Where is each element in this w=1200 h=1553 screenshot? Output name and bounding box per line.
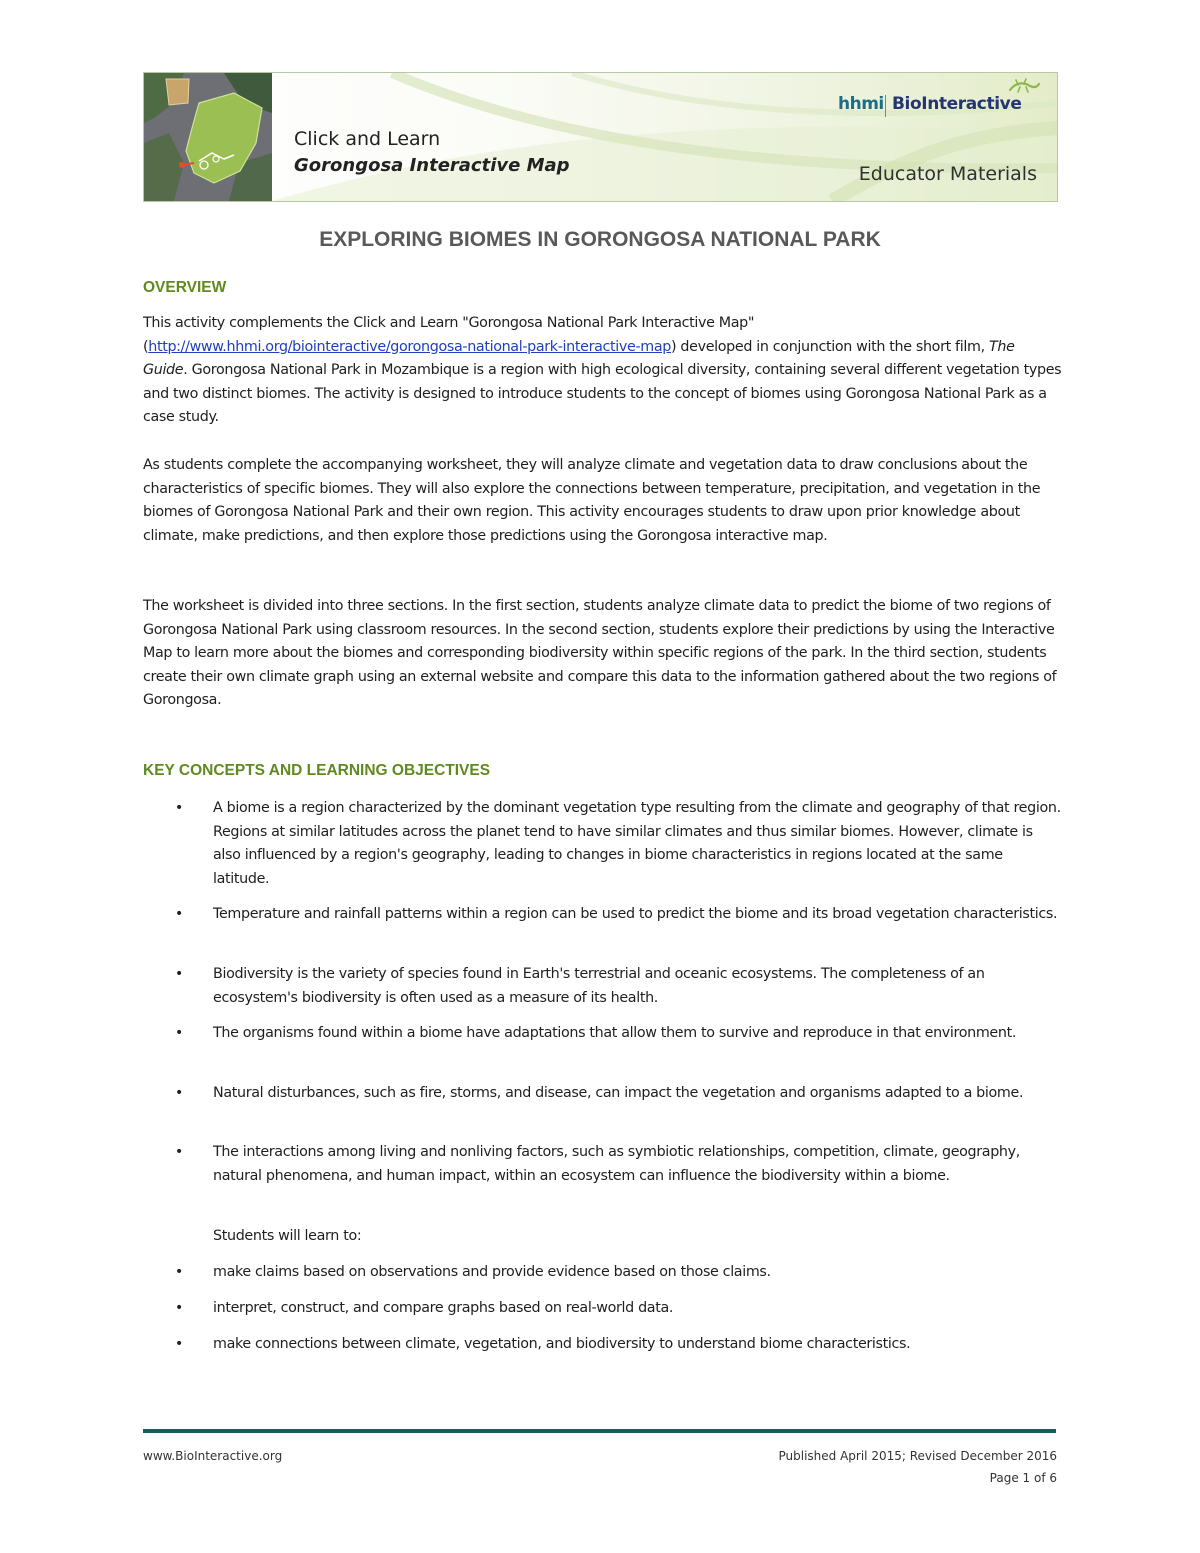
lizard-icon [1008, 78, 1040, 96]
footer-divider [143, 1429, 1056, 1433]
concept-text-1: A biome is a region characterized by the dominant vegetation type resulting from the climate and geography of that region. Regions at similar latitudes across the planet tend to have similar climates and thus similar biomes. However, climate is also influenced by a region's geography, leading to changes in biome characteristics in regions located at the same latitude. [213, 800, 1061, 887]
concept-text-3: Biodiversity is the variety of species found in Earth's terrestrial and oceanic ecosystems. The completeness of an ecosystem's biodiversity is often used as a measure of its health. [213, 966, 985, 1006]
banner-title: Gorongosa Interactive Map [294, 155, 570, 176]
concept-text-6: The interactions among living and nonliving factors, such as symbiotic relationships, competition, climate, geography, natural phenomena, and human impact, within an ecosystem can influence the biodiversity within a biome. [213, 1144, 1020, 1184]
objective-text-3: make connections between climate, vegetation, and biodiversity to understand biome characteristics. [213, 1336, 911, 1352]
logo-biointeractive-text: BioInteractive [892, 94, 1022, 114]
students-intro: Students will learn to: [213, 1228, 362, 1244]
interactive-map-link[interactable]: http://www.hhmi.org/biointeractive/gorongosa-national-park-interactive-map [148, 338, 671, 355]
bullet-icon: • [175, 966, 184, 982]
biointeractive-logo [838, 90, 1043, 130]
bullet-icon: • [175, 1144, 184, 1160]
page-title: EXPLORING BIOMES IN GORONGOSA NATIONAL PARK [319, 228, 881, 251]
overview-paragraph-1 [143, 312, 1063, 430]
overview-paragraph-2: As students complete the accompanying worksheet, they will analyze climate and vegetation data to draw conclusions about the characteristics of specific biomes. They will also explore the connections between temperature, precipitation, and vegetation in the biomes of Gorongosa National Park and their own region. This activity encourages students to draw upon prior knowledge about climate, make predictions, and then explore those predictions using the Gorongosa interactive map. [143, 457, 1041, 544]
page-number: Page 1 of 6 [989, 1471, 1057, 1485]
overview-heading: OVERVIEW [143, 279, 227, 296]
concept-text-4: The organisms found within a biome have adaptations that allow them to survive and reproduce in that environment. [213, 1025, 1017, 1041]
header-banner [143, 72, 1058, 202]
overview-p1-text-b: ) developed in conjunction with the short film, [671, 338, 989, 355]
bullet-icon: • [175, 1336, 184, 1352]
logo-hhmi-text: hhmi [838, 94, 884, 114]
bullet-icon: • [175, 906, 184, 922]
film-title: The Guide [143, 338, 1015, 378]
footer-published-date: Published April 2015; Revised December 2016 [778, 1449, 1057, 1463]
footer-website: www.BioInteractive.org [143, 1449, 283, 1463]
bullet-icon: • [175, 800, 184, 816]
bullet-icon: • [175, 1264, 184, 1280]
overview-paragraph-3: The worksheet is divided into three sections. In the first section, students analyze climate data to predict the biome of two regions of Gorongosa National Park using classroom resources. In the second section, students explore their predictions by using the Interactive Map to learn more about the biomes and corresponding biodiversity within specific regions of the park. In the third section, students create their own climate graph using an external website and compare this data to the information gathered about the two regions of Gorongosa. [143, 598, 1057, 708]
banner-subtitle: Click and Learn [294, 128, 441, 150]
bullet-icon: • [175, 1025, 184, 1041]
key-concepts-heading: KEY CONCEPTS AND LEARNING OBJECTIVES [143, 762, 491, 779]
concept-text-2: Temperature and rainfall patterns within a region can be used to predict the biome and its broad vegetation characteristics. [213, 906, 1058, 922]
bullet-icon: • [175, 1300, 184, 1316]
park-map-thumbnail [144, 73, 272, 201]
overview-p1-text-a: This activity complements the Click and Learn "Gorongosa National Park Interactive Map" ( [143, 315, 755, 355]
objective-text-1: make claims based on observations and provide evidence based on those claims. [213, 1264, 771, 1280]
logo-separator [885, 95, 886, 117]
overview-p1-text-c: . Gorongosa National Park in Mozambique is a region with high ecological diversity, containing several different vegetation types and two distinct biomes. The activity is designed to introduce students to the concept of biomes using Gorongosa National Park as a case study. [143, 362, 1062, 425]
bullet-icon: • [175, 1085, 184, 1101]
objective-text-2: interpret, construct, and compare graphs based on real-world data. [213, 1300, 674, 1316]
concept-text-5: Natural disturbances, such as fire, storms, and disease, can impact the vegetation and organisms adapted to a biome. [213, 1085, 1024, 1101]
educator-materials-label: Educator Materials [858, 163, 1037, 185]
